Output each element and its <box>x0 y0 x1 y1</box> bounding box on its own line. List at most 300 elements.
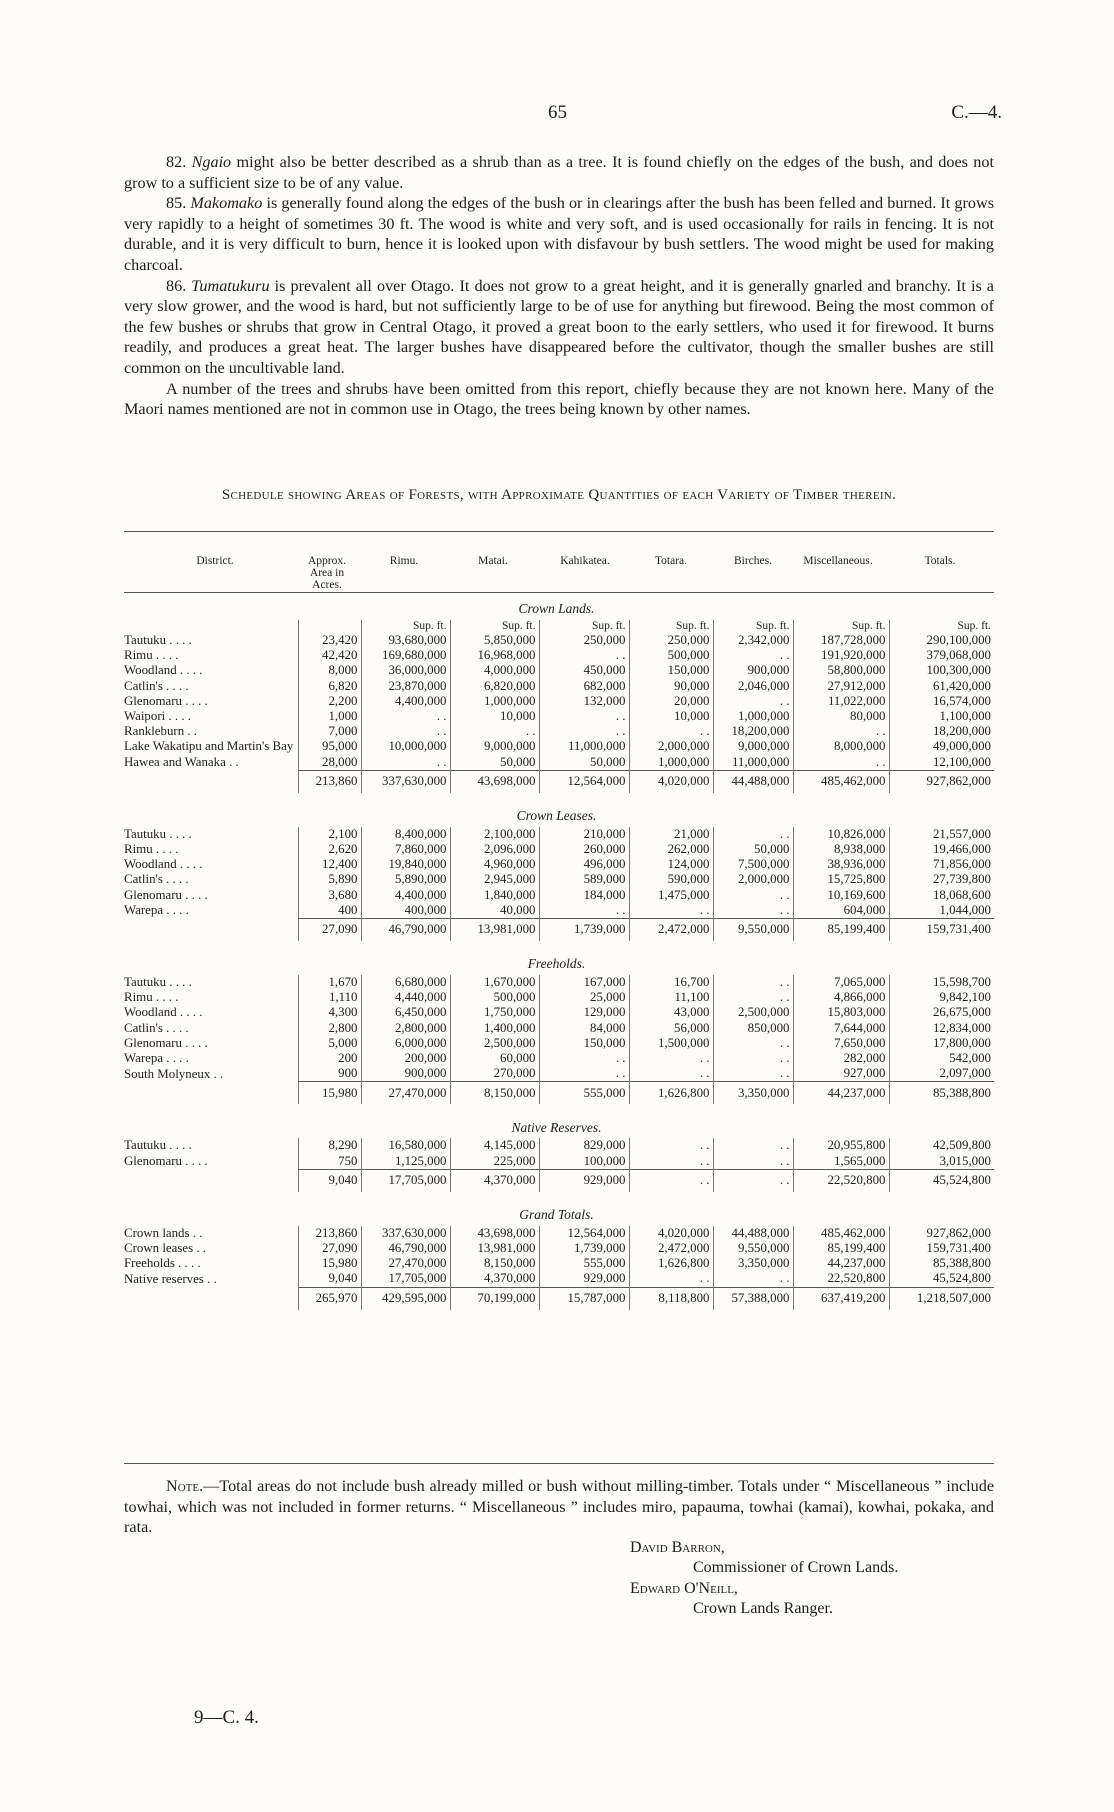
total-cell: 555,000 <box>539 1082 629 1105</box>
value-cell: 15,725,800 <box>793 872 889 887</box>
value-cell: 11,100 <box>629 990 713 1005</box>
value-cell: 5,850,000 <box>450 633 539 648</box>
value-cell: 129,000 <box>539 1005 629 1020</box>
table-row <box>122 1256 994 1271</box>
total-cell: 46,790,000 <box>361 919 450 942</box>
value-cell: 4,960,000 <box>450 857 539 872</box>
value-cell: 1,400,000 <box>450 1021 539 1036</box>
value-cell: 42,420 <box>298 648 361 663</box>
value-cell: 23,420 <box>298 633 361 648</box>
value-cell: 4,000,000 <box>450 663 539 678</box>
value-cell: 9,842,100 <box>889 990 994 1005</box>
total-cell: 1,626,800 <box>629 1082 713 1105</box>
total-cell: 1,218,507,000 <box>889 1287 994 1310</box>
value-cell: 850,000 <box>713 1021 793 1036</box>
value-cell: 1,125,000 <box>361 1154 450 1170</box>
value-cell: 23,870,000 <box>361 679 450 694</box>
total-cell: 57,388,000 <box>713 1287 793 1310</box>
district-cell: Lake Wakatipu and Martin's Bay <box>124 739 294 754</box>
value-cell: 16,574,000 <box>889 694 994 709</box>
value-cell: 15,803,000 <box>793 1005 889 1020</box>
value-cell: 50,000 <box>713 842 793 857</box>
district-cell: Rimu . . . . <box>124 842 179 857</box>
column-header: Approx. Area in Acres. <box>307 555 346 591</box>
value-cell: 12,100,000 <box>889 755 994 771</box>
value-cell: . . <box>450 724 539 739</box>
value-cell: 829,000 <box>539 1138 629 1153</box>
value-cell: 50,000 <box>450 755 539 771</box>
total-cell: 4,370,000 <box>450 1169 539 1192</box>
value-cell: 496,000 <box>539 857 629 872</box>
column-header: District. <box>196 555 234 567</box>
value-cell: 400 <box>298 903 361 919</box>
value-cell: 929,000 <box>539 1271 629 1287</box>
value-cell: 40,000 <box>450 903 539 919</box>
value-cell: 12,564,000 <box>539 1226 629 1241</box>
value-cell: 46,790,000 <box>361 1241 450 1256</box>
section-heading-row <box>122 1116 994 1138</box>
value-cell: 6,450,000 <box>361 1005 450 1020</box>
value-cell: . . <box>629 1154 713 1170</box>
value-cell: 150,000 <box>539 1036 629 1051</box>
district-cell: Freeholds . . . . <box>124 1256 201 1271</box>
table-row <box>122 739 994 754</box>
value-cell: 7,000 <box>298 724 361 739</box>
value-cell: . . <box>713 975 793 990</box>
value-cell: 16,968,000 <box>450 648 539 663</box>
district-cell: Native reserves . . <box>124 1271 217 1286</box>
total-cell: 429,595,000 <box>361 1287 450 1310</box>
value-cell: . . <box>713 990 793 1005</box>
total-cell: 8,118,800 <box>629 1287 713 1310</box>
district-cell: Waipori . . . . <box>124 709 191 724</box>
paragraph-85: 85. Makomako is generally found along the edges of the bush or in clearings after the bush has been felled and burned. It grows very rapidly to a height of sometimes 30 ft. The wood is white and very soft, and is used occasionally for rails in fencing. It is not durable, and it is very difficult to burn, hence it is looked upon with disfavour by bush settlers. The wood might be used for making charcoal. <box>124 194 995 274</box>
value-cell: 27,739,800 <box>889 872 994 887</box>
table-row <box>122 827 994 842</box>
total-cell: 15,787,000 <box>539 1287 629 1310</box>
table-row <box>122 903 994 919</box>
total-cell: 85,199,400 <box>793 919 889 942</box>
value-cell: 6,820 <box>298 679 361 694</box>
value-cell: 8,000,000 <box>793 739 889 754</box>
value-cell: 85,199,400 <box>793 1241 889 1256</box>
total-cell: 17,705,000 <box>361 1169 450 1192</box>
total-cell: . . <box>713 1169 793 1192</box>
value-cell: 1,565,000 <box>793 1154 889 1170</box>
table-row <box>122 1051 994 1066</box>
value-cell: 8,150,000 <box>450 1256 539 1271</box>
value-cell: 42,509,800 <box>889 1138 994 1153</box>
section-title: Crown Lands. <box>518 601 595 617</box>
value-cell: 542,000 <box>889 1051 994 1066</box>
district-cell: Tautuku . . . . <box>124 633 192 647</box>
value-cell: 90,000 <box>629 679 713 694</box>
value-cell: 16,580,000 <box>361 1138 450 1153</box>
value-cell: 9,550,000 <box>713 1241 793 1256</box>
unit-cell <box>298 620 361 633</box>
value-cell: 7,650,000 <box>793 1036 889 1051</box>
table-row <box>122 1005 994 1020</box>
value-cell: 4,400,000 <box>361 694 450 709</box>
total-cell: 15,980 <box>298 1082 361 1105</box>
district-cell: Crown lands . . <box>124 1225 203 1240</box>
body-text <box>124 152 994 420</box>
value-cell: 22,520,800 <box>793 1271 889 1287</box>
note-text: —Total areas do not include bush already milled or bush without milling-timber. Totals under “ Miscellaneous ” include towhai, which was not included in former returns. “ Miscellaneous ” includes miro, papauma, towhai (kamai), kowhai, pokaka, and rata. <box>124 1477 994 1537</box>
note-label: Note. <box>166 1477 204 1495</box>
value-cell: 485,462,000 <box>793 1226 889 1241</box>
total-cell: 159,731,400 <box>889 919 994 942</box>
value-cell: 28,000 <box>298 755 361 771</box>
value-cell: 17,800,000 <box>889 1036 994 1051</box>
value-cell: . . <box>713 1066 793 1082</box>
table-row <box>122 888 994 903</box>
value-cell: . . <box>713 1271 793 1287</box>
value-cell: 2,800 <box>298 1021 361 1036</box>
value-cell: 604,000 <box>793 903 889 919</box>
district-cell: Warepa . . . . <box>124 1051 189 1066</box>
total-cell: 337,630,000 <box>361 770 450 793</box>
value-cell: 213,860 <box>298 1226 361 1241</box>
value-cell: 44,488,000 <box>713 1226 793 1241</box>
value-cell: 95,000 <box>298 739 361 754</box>
value-cell: . . <box>539 709 629 724</box>
value-cell: 7,644,000 <box>793 1021 889 1036</box>
value-cell: 21,557,000 <box>889 827 994 842</box>
district-cell: Warepa . . . . <box>124 903 189 918</box>
district-cell: Glenomaru . . . . <box>124 1153 208 1168</box>
total-cell: 1,739,000 <box>539 919 629 942</box>
value-cell: 49,000,000 <box>889 739 994 754</box>
value-cell: 132,000 <box>539 694 629 709</box>
value-cell: 3,350,000 <box>713 1256 793 1271</box>
value-cell: 8,938,000 <box>793 842 889 857</box>
signatory-name: Edward O'Neill, <box>630 1580 738 1597</box>
value-cell: 10,169,600 <box>793 888 889 903</box>
value-cell: 750 <box>298 1154 361 1170</box>
value-cell: . . <box>713 694 793 709</box>
spacer-cell <box>122 793 994 805</box>
value-cell: . . <box>793 724 889 739</box>
signatory-name: David Barron, <box>630 1539 725 1556</box>
total-cell: . . <box>629 1169 713 1192</box>
value-cell: 682,000 <box>539 679 629 694</box>
value-cell: . . <box>713 1051 793 1066</box>
total-cell: 85,388,800 <box>889 1082 994 1105</box>
value-cell: 71,856,000 <box>889 857 994 872</box>
unit-cell: Sup. ft. <box>361 620 450 633</box>
total-cell: 70,199,000 <box>450 1287 539 1310</box>
value-cell: 1,100,000 <box>889 709 994 724</box>
district-cell: Woodland . . . . <box>124 857 203 872</box>
paragraph-86: 86. Tumatukuru is prevalent all over Otago. It does not grow to a great height, and it is generally gnarled and branchy. It is a very slow grower, and the wood is hard, but not sufficiently large to be of use for anything but firewood. Being the most common of the few bushes or shrubs that grow in Central Otago, it proved a great boon to the early settlers, who used it for firewood. It burns readily, and produces a great heat. The larger bushes have disappeared before the cultivator, though the smaller bushes are still common on the uncultivable land. <box>124 276 994 377</box>
total-cell: 927,862,000 <box>889 770 994 793</box>
value-cell: 159,731,400 <box>889 1241 994 1256</box>
value-cell: 260,000 <box>539 842 629 857</box>
value-cell: 2,000,000 <box>629 739 713 754</box>
column-header: Kahikatea. <box>560 555 610 567</box>
value-cell: 9,000,000 <box>713 739 793 754</box>
value-cell: 13,981,000 <box>450 1241 539 1256</box>
value-cell: 900,000 <box>361 1066 450 1082</box>
value-cell: 191,920,000 <box>793 648 889 663</box>
value-cell: 2,046,000 <box>713 679 793 694</box>
value-cell: 337,630,000 <box>361 1226 450 1241</box>
value-cell: 1,110 <box>298 990 361 1005</box>
signatory-title: Commissioner of Crown Lands. <box>693 1559 899 1576</box>
value-cell: 400,000 <box>361 903 450 919</box>
value-cell: 2,945,000 <box>450 872 539 887</box>
section-title: Crown Leases. <box>516 808 597 824</box>
table-row <box>122 1154 994 1170</box>
total-cell: 4,020,000 <box>629 770 713 793</box>
unit-cell: Sup. ft. <box>450 620 539 633</box>
value-cell: 11,000,000 <box>713 755 793 771</box>
value-cell: 56,000 <box>629 1021 713 1036</box>
value-cell: 184,000 <box>539 888 629 903</box>
value-cell: . . <box>629 1066 713 1082</box>
value-cell: 1,840,000 <box>450 888 539 903</box>
value-cell: 36,000,000 <box>361 663 450 678</box>
value-cell: 16,700 <box>629 975 713 990</box>
value-cell: . . <box>539 1066 629 1082</box>
spacer-cell <box>122 1192 994 1204</box>
value-cell: 282,000 <box>793 1051 889 1066</box>
value-cell: 2,472,000 <box>629 1241 713 1256</box>
schedule-top-rule <box>124 531 994 532</box>
district-cell: Glenomaru . . . . <box>124 1035 208 1050</box>
value-cell: 5,890,000 <box>361 872 450 887</box>
district-cell: Hawea and Wanaka . . <box>124 754 239 769</box>
section-title: Freeholds. <box>527 956 586 972</box>
section-total-row <box>122 1169 994 1192</box>
value-cell: . . <box>539 724 629 739</box>
value-cell: 590,000 <box>629 872 713 887</box>
unit-cell: Sup. ft. <box>713 620 793 633</box>
value-cell: 1,626,800 <box>629 1256 713 1271</box>
value-cell: 6,000,000 <box>361 1036 450 1051</box>
value-cell: 1,670,000 <box>450 975 539 990</box>
value-cell: 4,300 <box>298 1005 361 1020</box>
value-cell: 20,000 <box>629 694 713 709</box>
value-cell: 100,000 <box>539 1154 629 1170</box>
value-cell: 900 <box>298 1066 361 1082</box>
value-cell: 210,000 <box>539 827 629 842</box>
column-header: Birches. <box>733 555 772 567</box>
value-cell: 27,090 <box>298 1241 361 1256</box>
value-cell: 20,955,800 <box>793 1138 889 1153</box>
district-cell: Woodland . . . . <box>124 1005 203 1020</box>
value-cell: 4,020,000 <box>629 1226 713 1241</box>
signatory-title: Crown Lands Ranger. <box>693 1600 833 1617</box>
value-cell: 100,300,000 <box>889 663 994 678</box>
value-cell: 61,420,000 <box>889 679 994 694</box>
district-cell: Tautuku . . . . <box>124 1138 192 1153</box>
value-cell: 18,200,000 <box>713 724 793 739</box>
table-row <box>122 842 994 857</box>
total-label-cell <box>122 919 298 942</box>
value-cell: 18,200,000 <box>889 724 994 739</box>
value-cell: 3,015,000 <box>889 1154 994 1170</box>
value-cell: 4,440,000 <box>361 990 450 1005</box>
section-heading-row <box>122 953 994 975</box>
value-cell: 7,500,000 <box>713 857 793 872</box>
unit-cell: Sup. ft. <box>629 620 713 633</box>
footnote <box>124 1476 994 1538</box>
value-cell: 4,400,000 <box>361 888 450 903</box>
value-cell: 60,000 <box>450 1051 539 1066</box>
value-cell: . . <box>713 1138 793 1153</box>
value-cell: 2,342,000 <box>713 633 793 648</box>
spacer-row <box>122 1104 994 1116</box>
value-cell: . . <box>793 755 889 771</box>
value-cell: 187,728,000 <box>793 633 889 648</box>
value-cell: 93,680,000 <box>361 633 450 648</box>
value-cell: 1,739,000 <box>539 1241 629 1256</box>
section-total-row <box>122 1082 994 1105</box>
document-reference: C.—4. <box>951 102 1002 123</box>
table-row <box>122 633 994 648</box>
value-cell: 27,912,000 <box>793 679 889 694</box>
value-cell: 2,620 <box>298 842 361 857</box>
value-cell: 4,370,000 <box>450 1271 539 1287</box>
value-cell: 6,680,000 <box>361 975 450 990</box>
total-cell: 13,981,000 <box>450 919 539 942</box>
value-cell: 1,670 <box>298 975 361 990</box>
spacer-cell <box>122 1104 994 1116</box>
value-cell: 1,000 <box>298 709 361 724</box>
value-cell: 200,000 <box>361 1051 450 1066</box>
value-cell: 5,890 <box>298 872 361 887</box>
column-header: Matai. <box>478 555 508 567</box>
table-row <box>122 1036 994 1051</box>
value-cell: 4,145,000 <box>450 1138 539 1153</box>
spacer-row <box>122 941 994 953</box>
value-cell: 10,000 <box>629 709 713 724</box>
value-cell: 927,000 <box>793 1066 889 1082</box>
value-cell: 2,100,000 <box>450 827 539 842</box>
unit-cell: Sup. ft. <box>539 620 629 633</box>
district-cell: Glenomaru . . . . <box>124 693 208 708</box>
value-cell: 2,500,000 <box>450 1036 539 1051</box>
district-cell: Glenomaru . . . . <box>124 887 208 902</box>
total-cell: 637,419,200 <box>793 1287 889 1310</box>
value-cell: 44,237,000 <box>793 1256 889 1271</box>
page-number: 65 <box>548 102 567 123</box>
district-cell: Catlin's . . . . <box>124 1020 189 1035</box>
total-cell: 12,564,000 <box>539 770 629 793</box>
total-cell: 929,000 <box>539 1169 629 1192</box>
footer-signature-mark: 9—C. 4. <box>194 1707 259 1728</box>
district-cell: Catlin's . . . . <box>124 872 189 887</box>
value-cell: 9,040 <box>298 1271 361 1287</box>
value-cell: . . <box>629 1271 713 1287</box>
total-cell: 43,698,000 <box>450 770 539 793</box>
value-cell: . . <box>361 724 450 739</box>
total-cell: 9,550,000 <box>713 919 793 942</box>
district-cell: Tautuku . . . . <box>124 975 192 990</box>
column-header: Rimu. <box>389 555 419 567</box>
total-cell: 9,040 <box>298 1169 361 1192</box>
section-total-row <box>122 1287 994 1310</box>
value-cell: 262,000 <box>629 842 713 857</box>
value-cell: 589,000 <box>539 872 629 887</box>
paragraph-closing: A number of the trees and shrubs have been omitted from this report, chiefly because they are not known here. Many of the Maori names mentioned are not in common use in Otago, the trees being known by other names. <box>124 379 994 419</box>
table-row <box>122 694 994 709</box>
value-cell: 2,200 <box>298 694 361 709</box>
value-cell: 500,000 <box>450 990 539 1005</box>
value-cell: 450,000 <box>539 663 629 678</box>
table-row <box>122 663 994 678</box>
total-cell: 3,350,000 <box>713 1082 793 1105</box>
table-row <box>122 755 994 771</box>
table-row <box>122 1226 994 1241</box>
value-cell: 10,000,000 <box>361 739 450 754</box>
district-cell: South Molyneux . . <box>124 1066 224 1081</box>
value-cell: 10,000 <box>450 709 539 724</box>
value-cell: 9,000,000 <box>450 739 539 754</box>
value-cell: . . <box>361 755 450 771</box>
section-title: Grand Totals. <box>519 1207 594 1223</box>
district-cell: Catlin's . . . . <box>124 678 189 693</box>
paragraph-82: 82. Ngaio might also be better described as a shrub than as a tree. It is found chiefly on the edges of the bush, and does not grow to a sufficient size to be of any value. <box>124 153 994 192</box>
table-row <box>122 1271 994 1287</box>
total-cell: 2,472,000 <box>629 919 713 942</box>
total-cell: 485,462,000 <box>793 770 889 793</box>
value-cell: 124,000 <box>629 857 713 872</box>
value-cell: 290,100,000 <box>889 633 994 648</box>
table-row <box>122 975 994 990</box>
spacer-row <box>122 1192 994 1204</box>
value-cell: 11,022,000 <box>793 694 889 709</box>
value-cell: 1,000,000 <box>713 709 793 724</box>
table-row <box>122 1138 994 1153</box>
value-cell: . . <box>361 709 450 724</box>
value-cell: 38,936,000 <box>793 857 889 872</box>
value-cell: . . <box>539 1051 629 1066</box>
value-cell: . . <box>629 1138 713 1153</box>
table-row <box>122 1066 994 1082</box>
value-cell: 50,000 <box>539 755 629 771</box>
district-cell: Rimu . . . . <box>124 648 179 663</box>
value-cell: 27,470,000 <box>361 1256 450 1271</box>
value-cell: 43,000 <box>629 1005 713 1020</box>
value-cell: . . <box>629 1051 713 1066</box>
value-cell: 26,675,000 <box>889 1005 994 1020</box>
district-cell: Rankleburn . . <box>124 724 198 739</box>
total-label-cell <box>122 1287 298 1310</box>
value-cell: 2,100 <box>298 827 361 842</box>
value-cell: . . <box>713 1036 793 1051</box>
section-heading-row <box>122 598 994 620</box>
value-cell: 15,980 <box>298 1256 361 1271</box>
value-cell: 8,290 <box>298 1138 361 1153</box>
section-heading-row <box>122 1204 994 1226</box>
total-cell: 22,520,800 <box>793 1169 889 1192</box>
value-cell: 80,000 <box>793 709 889 724</box>
total-label-cell <box>122 1169 298 1192</box>
value-cell: 6,820,000 <box>450 679 539 694</box>
value-cell: 200 <box>298 1051 361 1066</box>
value-cell: 8,400,000 <box>361 827 450 842</box>
value-cell: 7,065,000 <box>793 975 889 990</box>
table-row <box>122 679 994 694</box>
column-header: Miscellaneous. <box>803 555 873 567</box>
value-cell: 12,834,000 <box>889 1021 994 1036</box>
value-cell: . . <box>629 903 713 919</box>
table-row <box>122 709 994 724</box>
value-cell: 1,044,000 <box>889 903 994 919</box>
